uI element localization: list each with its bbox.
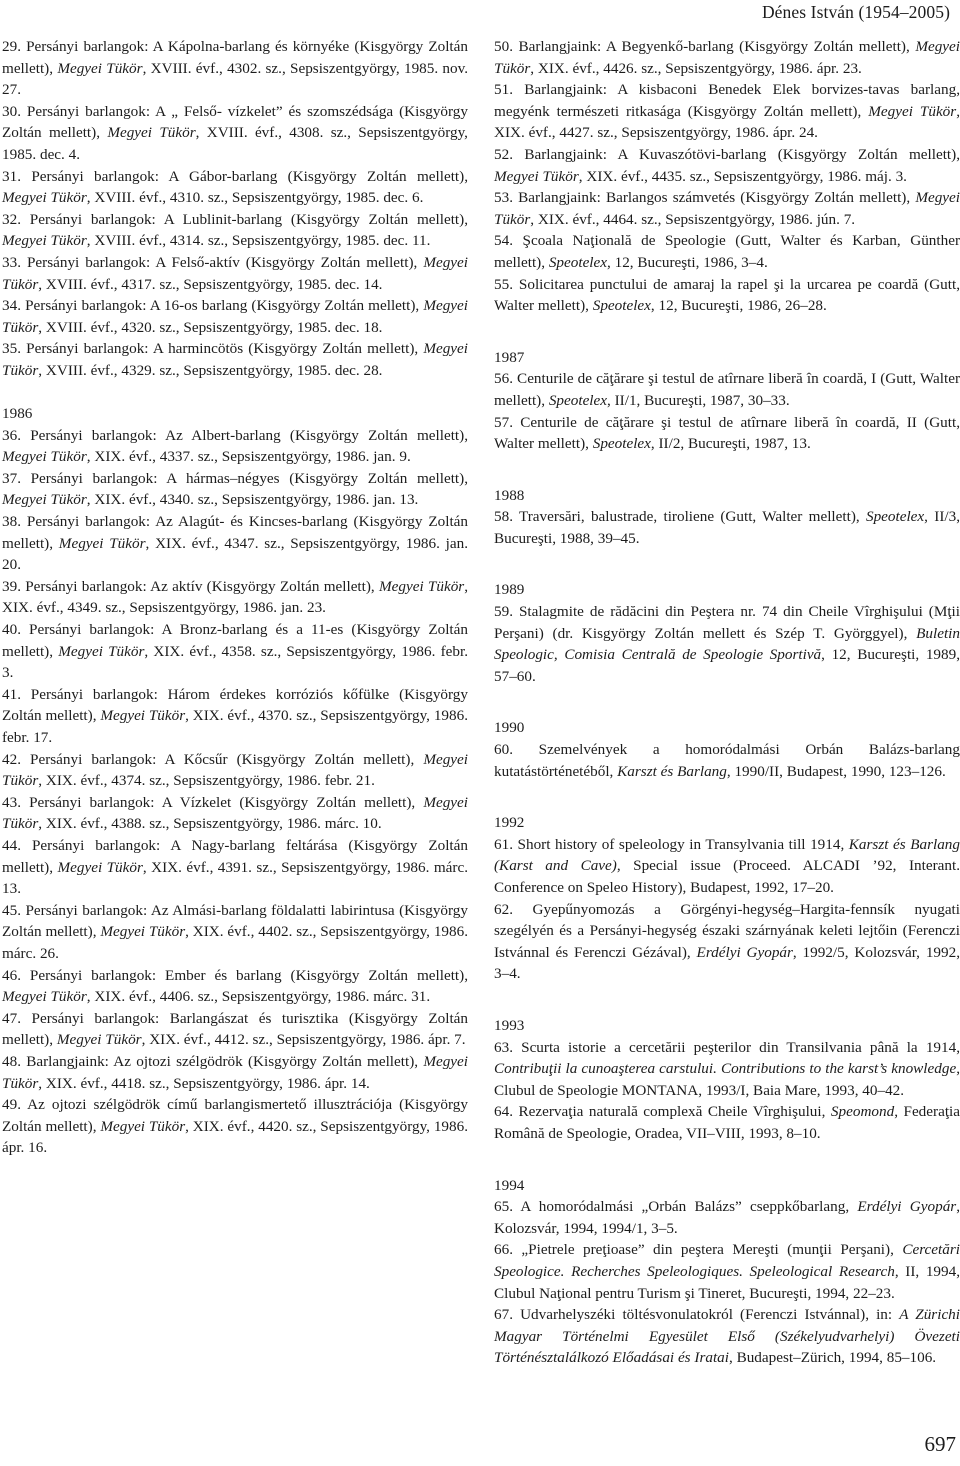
entry-text: , XIX. évf., 4435. sz., Sepsiszentgyörgy, 1986. máj. 3.: [578, 167, 907, 185]
publication-title: Megyei Tükör: [2, 189, 87, 207]
publication-title: Contribuţii la cunoaşterea carstului. Contributions to the karst’s knowledge: [494, 1060, 957, 1078]
bibliography-entry: [2, 965, 468, 1008]
entry-text: , Kolozsvár, 1994, 1994/1, 3–5.: [494, 1198, 960, 1237]
section-spacer: [494, 317, 960, 347]
entry-text: 38. Persányi barlangok: Az Alagút- és Kincses-barlang (Kisgyörgy Zoltán mellett),: [2, 513, 468, 552]
publication-title: Megyei Tükör: [56, 1031, 142, 1049]
entry-text: , XIX. évf., 4427. sz., Sepsiszentgyörgy, 1986. ápr. 24.: [494, 102, 960, 142]
entry-text: , XIX. évf., 4391. sz., Sepsiszentgyörgy, 1986. márc. 13.: [2, 858, 468, 898]
bibliography-entry: [494, 412, 960, 455]
publication-title: Erdélyi Gyopár: [696, 943, 793, 961]
entry-text: , XIX. évf., 4412. sz., Sepsiszentgyörgy, 1986. ápr. 7.: [141, 1031, 466, 1049]
section-spacer: [2, 382, 468, 404]
publication-title: Megyei Tükör: [494, 189, 960, 228]
entry-text: , XIX. évf., 4370. sz., Sepsiszentgyörgy, 1986. febr. 17.: [2, 707, 468, 746]
entry-text: 62. Gyepűnyomozás a Görgényi-hegység–Hargita-fennsík nyugati szegélyén és a Persányi-hegység északi szárnyának keleti lejtőin (Ferenczi Istvánnal és Ferenczi Gézával),: [494, 900, 960, 961]
publication-title: Megyei Tükör: [2, 750, 468, 790]
bibliography-entry: [494, 834, 960, 899]
section-spacer: [494, 1145, 960, 1175]
entry-text: , Budapest–Zürich, 1994, 85–106.: [728, 1349, 937, 1367]
bibliography-entry: [494, 1037, 960, 1102]
year-heading: 1988: [494, 486, 525, 504]
bibliography-entry: [2, 749, 468, 792]
bibliography-entry: [2, 101, 468, 166]
bibliography-entry: [494, 1239, 960, 1304]
publication-title: Megyei Tükör: [494, 167, 579, 185]
entry-text: 61. Short history of speleology in Transylvania till 1914,: [494, 835, 849, 853]
entry-text: , XIX. évf., 4358. sz., Sepsiszentgyörgy, 1986. febr. 3.: [2, 642, 469, 682]
entry-text: , XIX. évf., 4464. sz., Sepsiszentgyörgy, 1986. jún. 7.: [530, 210, 856, 228]
entry-text: , XVIII. évf., 4302. sz., Sepsiszentgyörgy, 1985. nov. 27.: [2, 59, 469, 99]
entry-text: , XIX. évf., 4337. sz., Sepsiszentgyörgy, 1986. jan. 9.: [86, 448, 411, 466]
entry-text: 46. Persányi barlangok: Ember és barlang (Kisgyörgy Zoltán mellett),: [2, 966, 468, 984]
entry-text: 55. Solicitarea punctului de amaraj la rapel şi la urcarea pe coardă (Gutt, Walter mellett),: [494, 275, 960, 315]
entry-text: 67. Udvarhelyszéki töltésvonulatokról (Ferenczi Istvánnal), in:: [494, 1306, 900, 1324]
entry-text: 48. Barlangjaink: Az ojtozi szélgödrök (Kisgyörgy Zoltán mellett),: [2, 1052, 424, 1070]
bibliography-entry: [494, 1101, 960, 1144]
entry-text: 34. Persányi barlangok: A 16-os barlang (Kisgyörgy Zoltán mellett),: [2, 297, 424, 315]
publication-title: Cercetări Speologice. Recherches Speleologiques. Speleological Research: [494, 1241, 960, 1280]
bibliography-entry: [494, 1196, 960, 1239]
bibliography-entry: [494, 79, 960, 144]
entry-text: , 12, Bucureşti, 1986, 3–4.: [607, 253, 768, 271]
publication-title: Speotelex: [865, 508, 925, 526]
publication-title: Megyei Tükör: [2, 448, 87, 466]
entry-text: 31. Persányi barlangok: A Gábor-barlang (Kisgyörgy Zoltán mellett),: [2, 167, 468, 185]
year-heading: 1987: [494, 348, 525, 366]
entry-text: 59. Stalagmite de rădăcini din Peştera nr. 74 din Cheile Vîrghişului (Mţii Perşani) (dr. Kisgyörgy Zoltán mellett és Szép T. Györggyel),: [494, 603, 960, 642]
entry-text: 57. Centurile de căţărare şi testul de atîrnare liberă în coardă, II (Gutt, Walter mellett),: [494, 413, 960, 453]
section-spacer: [494, 549, 960, 579]
bibliography-entry: [2, 511, 468, 576]
entry-text: , 12, Bucureşti, 1989, 57–60.: [494, 646, 960, 685]
publication-title: Speotelex: [548, 391, 608, 409]
bibliography-entry: [494, 144, 960, 187]
entry-text: 41. Persányi barlangok: Három érdekes korróziós kőfülke (Kisgyörgy Zoltán mellett),: [2, 685, 468, 725]
publication-title: Megyei Tükör: [2, 340, 468, 379]
bibliography-entry: [2, 576, 468, 619]
bibliography-entry: [494, 187, 960, 230]
entry-text: , Clubul de Speologie MONTANA, 1993/I, Baia Mare, 1993, 40–42.: [494, 1060, 960, 1099]
publication-title: Megyei Tükör: [2, 232, 87, 250]
bibliography-entry: [2, 468, 468, 511]
publication-title: Megyei Tükör: [2, 253, 468, 293]
entry-text: 44. Persányi barlangok: A Nagy-barlang feltárása (Kisgyörgy Zoltán mellett),: [2, 836, 468, 876]
entry-text: 30. Persányi barlangok: A „ Felső- vízkelet” és szomszédsága (Kisgyörgy Zoltán mellett),: [2, 102, 468, 142]
publication-title: Karszt és Barlang (Karst and Cave): [494, 835, 960, 875]
bibliography-entry: [2, 835, 468, 900]
publication-title: Megyei Tükör: [58, 642, 145, 660]
bibliography-entry: [494, 506, 960, 549]
entry-text: , II/2, Bucureşti, 1987, 13.: [650, 435, 811, 453]
entry-text: 52. Barlangjaink: A Kuvaszótövi-barlang (Kisgyörgy Zoltán mellett),: [494, 145, 960, 163]
bibliography-entry: [2, 1008, 468, 1051]
publication-title: Speotelex: [592, 297, 651, 315]
publication-title: Megyei Tükör: [2, 988, 87, 1006]
bibliography-entry: [2, 1094, 468, 1159]
entry-text: , 1990/II, Budapest, 1990, 123–126.: [726, 762, 946, 780]
publication-title: Karszt és Barlang: [617, 762, 727, 780]
bibliography-entry: [2, 209, 468, 252]
bibliography-entry: [2, 1051, 468, 1094]
entry-text: , 1992/5, Kolozsvár, 1992, 3–4.: [494, 943, 960, 983]
year-heading: 1986: [2, 405, 33, 423]
bibliography-entry: [494, 601, 960, 687]
publication-title: A Zürichi Magyar Történelmi Egyesület Első (Székelyudvarhelyi) Övezeti Történésztalálkozó Előadásai és Iratai: [494, 1306, 960, 1367]
entry-text: 64. Rezervaţia naturală complexă Cheile Vîrghişului,: [494, 1103, 831, 1121]
publication-title: Megyei Tükör: [107, 124, 196, 142]
entry-text: , XVIII. évf., 4317. sz., Sepsiszentgyörgy, 1985. dec. 14.: [38, 275, 383, 293]
entry-text: , XVIII. évf., 4329. sz., Sepsiszentgyörgy, 1985. dec. 28.: [38, 361, 383, 379]
entry-text: 37. Persányi barlangok: A hármas–négyes (Kisgyörgy Zoltán mellett),: [2, 469, 468, 487]
publication-title: Buletin Speologic, Comisia Centrală de Speologie Sportivă: [494, 624, 960, 664]
bibliography-entry: [494, 36, 960, 79]
publication-title: Megyei Tükör: [2, 491, 87, 509]
entry-text: 32. Persányi barlangok: A Lublinit-barlang (Kisgyörgy Zoltán mellett),: [2, 210, 468, 228]
entry-text: 65. A homoródalmási „Orbán Balázs” cseppkőbarlang,: [494, 1198, 858, 1216]
publication-title: Megyei Tükör: [868, 102, 957, 120]
entry-text: 63. Scurta istorie a cercetării peşterilor din Transilvania până la 1914,: [494, 1038, 960, 1056]
entry-text: , II/1, Bucureşti, 1987, 30–33.: [607, 391, 790, 409]
publication-title: Speotelex: [592, 435, 651, 453]
entry-text: , XIX. évf., 4388. sz., Sepsiszentgyörgy, 1986. márc. 10.: [38, 815, 382, 833]
publication-title: Megyei Tükör: [2, 1052, 468, 1092]
section-spacer: [494, 687, 960, 717]
entry-text: , XIX. évf., 4349. sz., Sepsiszentgyörgy, 1986. jan. 23.: [2, 577, 468, 617]
publication-title: Megyei Tükör: [100, 1117, 186, 1135]
entry-text: 60. Szemelvények a homoródalmási Orbán Balázs-barlang kutatástörténetéből,: [494, 741, 960, 780]
bibliography-entry: [494, 230, 960, 273]
entry-text: , XVIII. évf., 4310. sz., Sepsiszentgyörgy, 1985. dec. 6.: [86, 189, 424, 207]
bibliography-entry: [494, 368, 960, 411]
entry-text: , XIX. évf., 4418. sz., Sepsiszentgyörgy, 1986. ápr. 14.: [38, 1074, 370, 1092]
entry-text: , XIX. évf., 4340. sz., Sepsiszentgyörgy, 1986. jan. 13.: [86, 491, 419, 509]
entry-text: 51. Barlangjaink: A kisbaconi Benedek Elek borvizes-tavas barlang, megyénk természeti ritkasága (Kisgyörgy Zoltán mellett),: [494, 81, 960, 120]
entry-text: 29. Persányi barlangok: A Kápolna-barlang és környéke (Kisgyörgy Zoltán mellett),: [2, 38, 468, 77]
bibliography-entry: [494, 1304, 960, 1369]
bibliography-entry: [2, 36, 468, 101]
entry-text: , XIX. évf., 4406. sz., Sepsiszentgyörgy, 1986. márc. 31.: [86, 988, 431, 1006]
right-column: [494, 36, 960, 1369]
publication-title: Megyei Tükör: [57, 858, 143, 876]
entry-text: 58. Traversări, balustrade, tiroliene (Gutt, Walter mellett),: [494, 508, 866, 526]
entry-text: 42. Persányi barlangok: A Kőcsűr (Kisgyörgy Zoltán mellett),: [2, 750, 424, 768]
publication-title: Speotelex: [548, 253, 608, 271]
entry-text: , XIX. évf., 4374. sz., Sepsiszentgyörgy, 1986. febr. 21.: [38, 772, 375, 790]
publication-title: Megyei Tükör: [100, 923, 186, 941]
bibliography-entry: [2, 684, 468, 749]
bibliography-entry: [494, 899, 960, 985]
entry-text: , II, 1994, Clubul Naţional pentru Turism şi Tineret, Bucureşti, 1994, 22–23.: [494, 1262, 960, 1302]
entry-text: 56. Centurile de căţărare şi testul de atîrnare liberă în coardă, I (Gutt, Walter mellett),: [494, 370, 960, 409]
year-heading: 1993: [494, 1016, 525, 1034]
entry-text: , Federaţia Română de Speologie, Oradea, VII–VIII, 1993, 8–10.: [494, 1103, 960, 1142]
section-spacer: [494, 782, 960, 812]
publication-title: Megyei Tükör: [58, 534, 146, 552]
entry-text: 54. Şcoala Naţională de Speologie (Gutt, Walter és Karban, Günther mellett),: [494, 232, 960, 271]
entry-text: , XVIII. évf., 4320. sz., Sepsiszentgyörgy, 1985. dec. 18.: [38, 318, 383, 336]
bibliography-entry: [2, 252, 468, 295]
running-head: Dénes István (1954–2005): [761, 2, 950, 22]
bibliography-entry: [494, 274, 960, 317]
section-spacer: [494, 455, 960, 485]
publication-title: Megyei Tükör: [57, 59, 143, 77]
entry-text: , XIX. évf., 4420. sz., Sepsiszentgyörgy, 1986. ápr. 16.: [2, 1117, 468, 1157]
publication-title: Megyei Tükör: [100, 707, 186, 725]
bibliography-entry: [2, 166, 468, 209]
entry-text: 33. Persányi barlangok: A Felső-aktív (Kisgyörgy Zoltán mellett),: [2, 253, 424, 271]
entry-text: , XIX. évf., 4347. sz., Sepsiszentgyörgy, 1986. jan. 20.: [2, 534, 468, 574]
entry-text: 43. Persányi barlangok: A Vízkelet (Kisgyörgy Zoltán mellett),: [2, 793, 424, 811]
bibliography-entry: [2, 295, 468, 338]
year-heading: 1990: [494, 719, 525, 737]
year-heading: 1989: [494, 581, 525, 599]
publication-title: Megyei Tükör: [378, 577, 465, 595]
entry-text: 45. Persányi barlangok: Az Almási-barlang földalatti labirintusa (Kisgyörgy Zoltán mellett),: [2, 901, 468, 941]
entry-text: 53. Barlangjaink: Barlangos számvetés (Kisgyörgy Zoltán mellett),: [494, 189, 916, 207]
year-heading: 1994: [494, 1176, 525, 1194]
entry-text: 47. Persányi barlangok: Barlangászat és turisztika (Kisgyörgy Zoltán mellett),: [2, 1009, 468, 1049]
bibliography-entry: [494, 739, 960, 782]
publication-title: Erdélyi Gyopár: [857, 1198, 957, 1216]
entry-text: , XIX. évf., 4426. sz., Sepsiszentgyörgy, 1986. ápr. 23.: [530, 59, 862, 77]
entry-text: , XIX. évf., 4402. sz., Sepsiszentgyörgy, 1986. márc. 26.: [2, 923, 468, 962]
entry-text: 36. Persányi barlangok: Az Albert-barlang (Kisgyörgy Zoltán mellett),: [2, 426, 468, 444]
entry-text: 49. Az ojtozi szélgödrök című barlangismertető illusztrációja (Kisgyörgy Zoltán mellett),: [2, 1096, 468, 1135]
bibliography-entry: [2, 338, 468, 381]
page-number: 697: [924, 1432, 956, 1456]
entry-text: , XVIII. évf., 4308. sz., Sepsiszentgyörgy, 1985. dec. 4.: [2, 124, 468, 163]
publication-title: Speomond: [830, 1103, 895, 1121]
publication-title: Megyei Tükör: [2, 297, 468, 336]
entry-text: , Special issue (Proceed. ALCADI ’92, Interant. Conference on Speleo History), Budapest, 1992, 17–20.: [494, 857, 960, 896]
bibliography-entry: [2, 792, 468, 835]
entry-text: 66. „Pietrele preţioase” din peştera Mereşti (munţii Perşani),: [494, 1241, 903, 1259]
entry-text: , XVIII. évf., 4314. sz., Sepsiszentgyörgy, 1985. dec. 11.: [86, 232, 431, 250]
bibliography-entry: [2, 425, 468, 468]
year-heading: 1992: [494, 814, 525, 832]
section-spacer: [494, 985, 960, 1015]
bibliography-entry: [2, 900, 468, 965]
publication-title: Megyei Tükör: [494, 38, 960, 77]
entry-text: , II/3, Bucureşti, 1988, 39–45.: [494, 508, 960, 547]
entry-text: , 12, Bucureşti, 1986, 26–28.: [650, 297, 827, 315]
entry-text: 35. Persányi barlangok: A harmincötös (Kisgyörgy Zoltán mellett),: [2, 340, 424, 358]
bibliography-entry: [2, 619, 468, 684]
publication-title: Megyei Tükör: [2, 793, 468, 833]
left-column: [2, 36, 468, 1159]
entry-text: 39. Persányi barlangok: Az aktív (Kisgyörgy Zoltán mellett),: [2, 577, 379, 595]
entry-text: 50. Barlangjaink: A Begyenkő-barlang (Kisgyörgy Zoltán mellett),: [494, 38, 916, 55]
entry-text: 40. Persányi barlangok: A Bronz-barlang és a 11-es (Kisgyörgy Zoltán mellett),: [2, 621, 468, 660]
